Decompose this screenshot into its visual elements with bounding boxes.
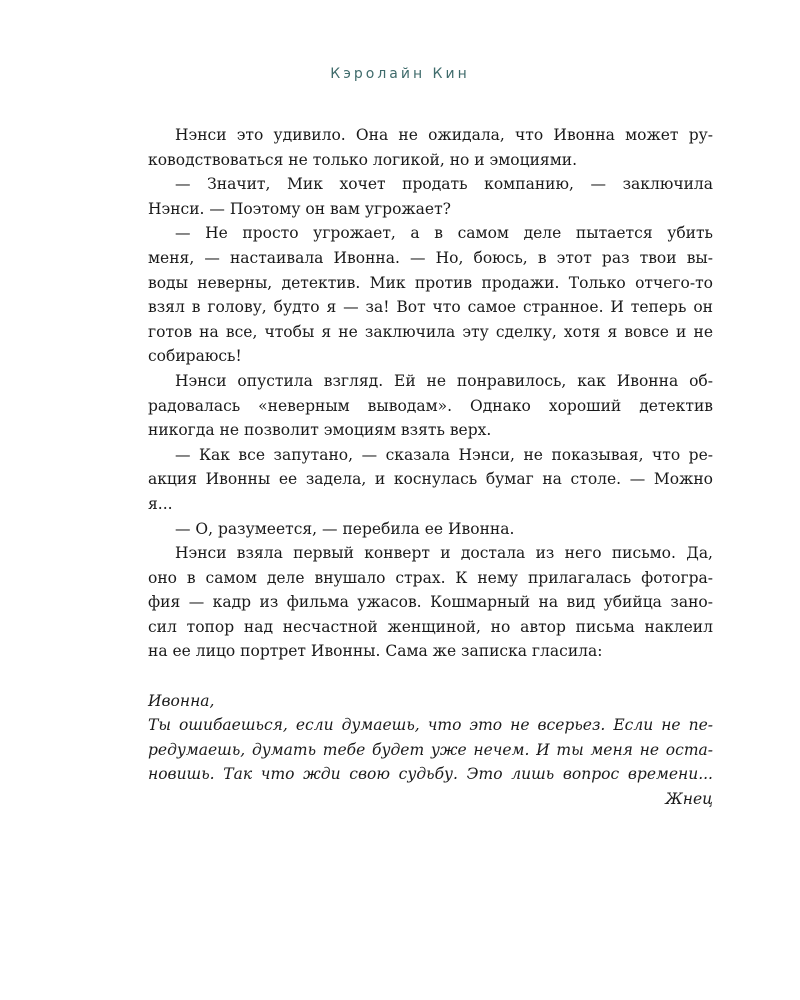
text-line: собираюсь! — [148, 347, 242, 366]
running-head-author: Кэролайн Кин — [330, 66, 470, 82]
text-line: оно в самом деле внушало страх. К нему прилагалась фотогра- — [148, 568, 713, 587]
letter-line: новишь. Так что жди свою судьбу. Это лишь вопрос времени... — [148, 765, 713, 784]
text-line: фия — кадр из фильма ужасов. Кошмарный на вид убийца зано- — [148, 593, 713, 612]
text-line: Нэнси взяла первый конверт и достала из него письмо. Да, — [175, 544, 713, 563]
text-line: воды неверны, детектив. Мик против продажи. Только отчего-то — [148, 273, 713, 292]
text-line: — Не просто угрожает, а в самом деле пытается убить — [175, 224, 713, 243]
text-line: готов на все, чтобы я не заключила эту сделку, хотя я вовсе и не — [148, 322, 713, 341]
text-line: Нэнси. — Поэтому он вам угрожает? — [148, 199, 451, 218]
text-line: взял в голову, будто я — за! Вот что самое странное. И теперь он — [148, 298, 713, 317]
text-line: — Значит, Мик хочет продать компанию, — заключила — [175, 175, 713, 194]
text-line: — О, разумеется, — перебила ее Ивонна. — [175, 519, 515, 538]
text-line: Нэнси опустила взгляд. Ей не понравилось, как Ивонна об- — [175, 371, 713, 390]
text-line: я... — [148, 494, 173, 513]
text-line: Нэнси это удивило. Она не ожидала, что Ивонна может ру- — [175, 126, 713, 144]
main-text — [148, 123, 713, 812]
letter-spacer — [148, 664, 713, 689]
text-line: — Как все запутано, — сказала Нэнси, не показывая, что ре- — [175, 445, 713, 464]
text-line: сил топор над несчастной женщиной, но автор письма наклеил — [148, 617, 713, 636]
letter-line: Ты ошибаешься, если думаешь, что это не всерьез. Если не пе- — [148, 716, 713, 735]
text-line: никогда не позволит эмоциям взять верх. — [148, 421, 492, 440]
text-line: на ее лицо портрет Ивонны. Сама же записка гласила: — [148, 642, 603, 661]
letter-greeting: Ивонна, — [148, 691, 215, 710]
letter-signature: Жнец — [665, 790, 713, 809]
text-line: акция Ивонны ее задела, и коснулась бумаг на столе. — Можно — [148, 470, 713, 489]
text-line: радовалась «неверным выводам». Однако хороший детектив — [148, 396, 713, 415]
text-line: ководствоваться не только логикой, но и эмоциями. — [148, 150, 578, 169]
text-line: меня, — настаивала Ивонна. — Но, боюсь, в этот раз твои вы- — [148, 248, 713, 267]
letter-line: редумаешь, думать тебе будет уже нечем. И ты меня не оста- — [148, 740, 713, 759]
